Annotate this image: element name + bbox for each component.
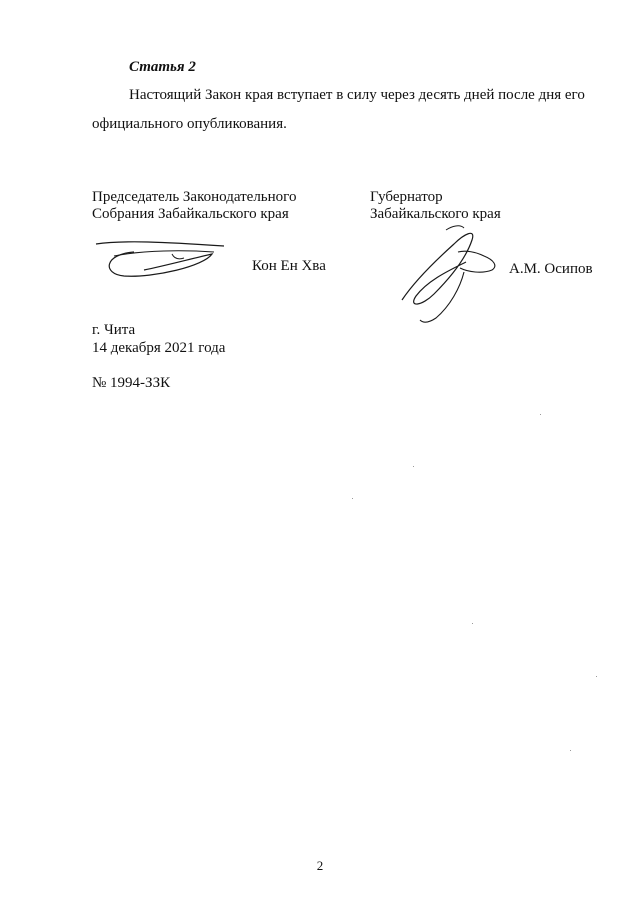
right-signature [394,222,504,326]
left-signatory-name: Кон Ен Хва [252,258,326,274]
scan-speck [413,466,414,467]
article-body-line-1: Настоящий Закон края вступает в силу через десять дней после дня его [129,87,585,103]
place-and-date [92,321,225,357]
scan-speck [540,414,541,415]
place: г. Чита [92,322,136,338]
law-number: № 1994-ЗЗК [92,375,171,391]
right-signatory-name: А.М. Осипов [509,261,593,277]
scan-speck [570,750,571,751]
right-signatory-title-line-1: Губернатор [370,189,443,205]
scan-speck [472,623,473,624]
right-signatory-title-line-2: Забайкальского края [370,206,501,222]
left-signatory-title [92,189,296,223]
article-body-line-2: официального опубликования. [92,116,287,132]
page-number: 2 [316,858,324,873]
scan-speck [596,676,597,677]
right-signatory-title [370,189,501,223]
left-signature [94,236,230,280]
left-signatory-title-line-1: Председатель Законодательного [92,189,297,205]
article-title: Статья 2 [129,59,196,75]
date: 14 декабря 2021 года [92,340,226,356]
left-signatory-title-line-2: Собрания Забайкальского края [92,206,289,222]
scan-speck [352,498,353,499]
